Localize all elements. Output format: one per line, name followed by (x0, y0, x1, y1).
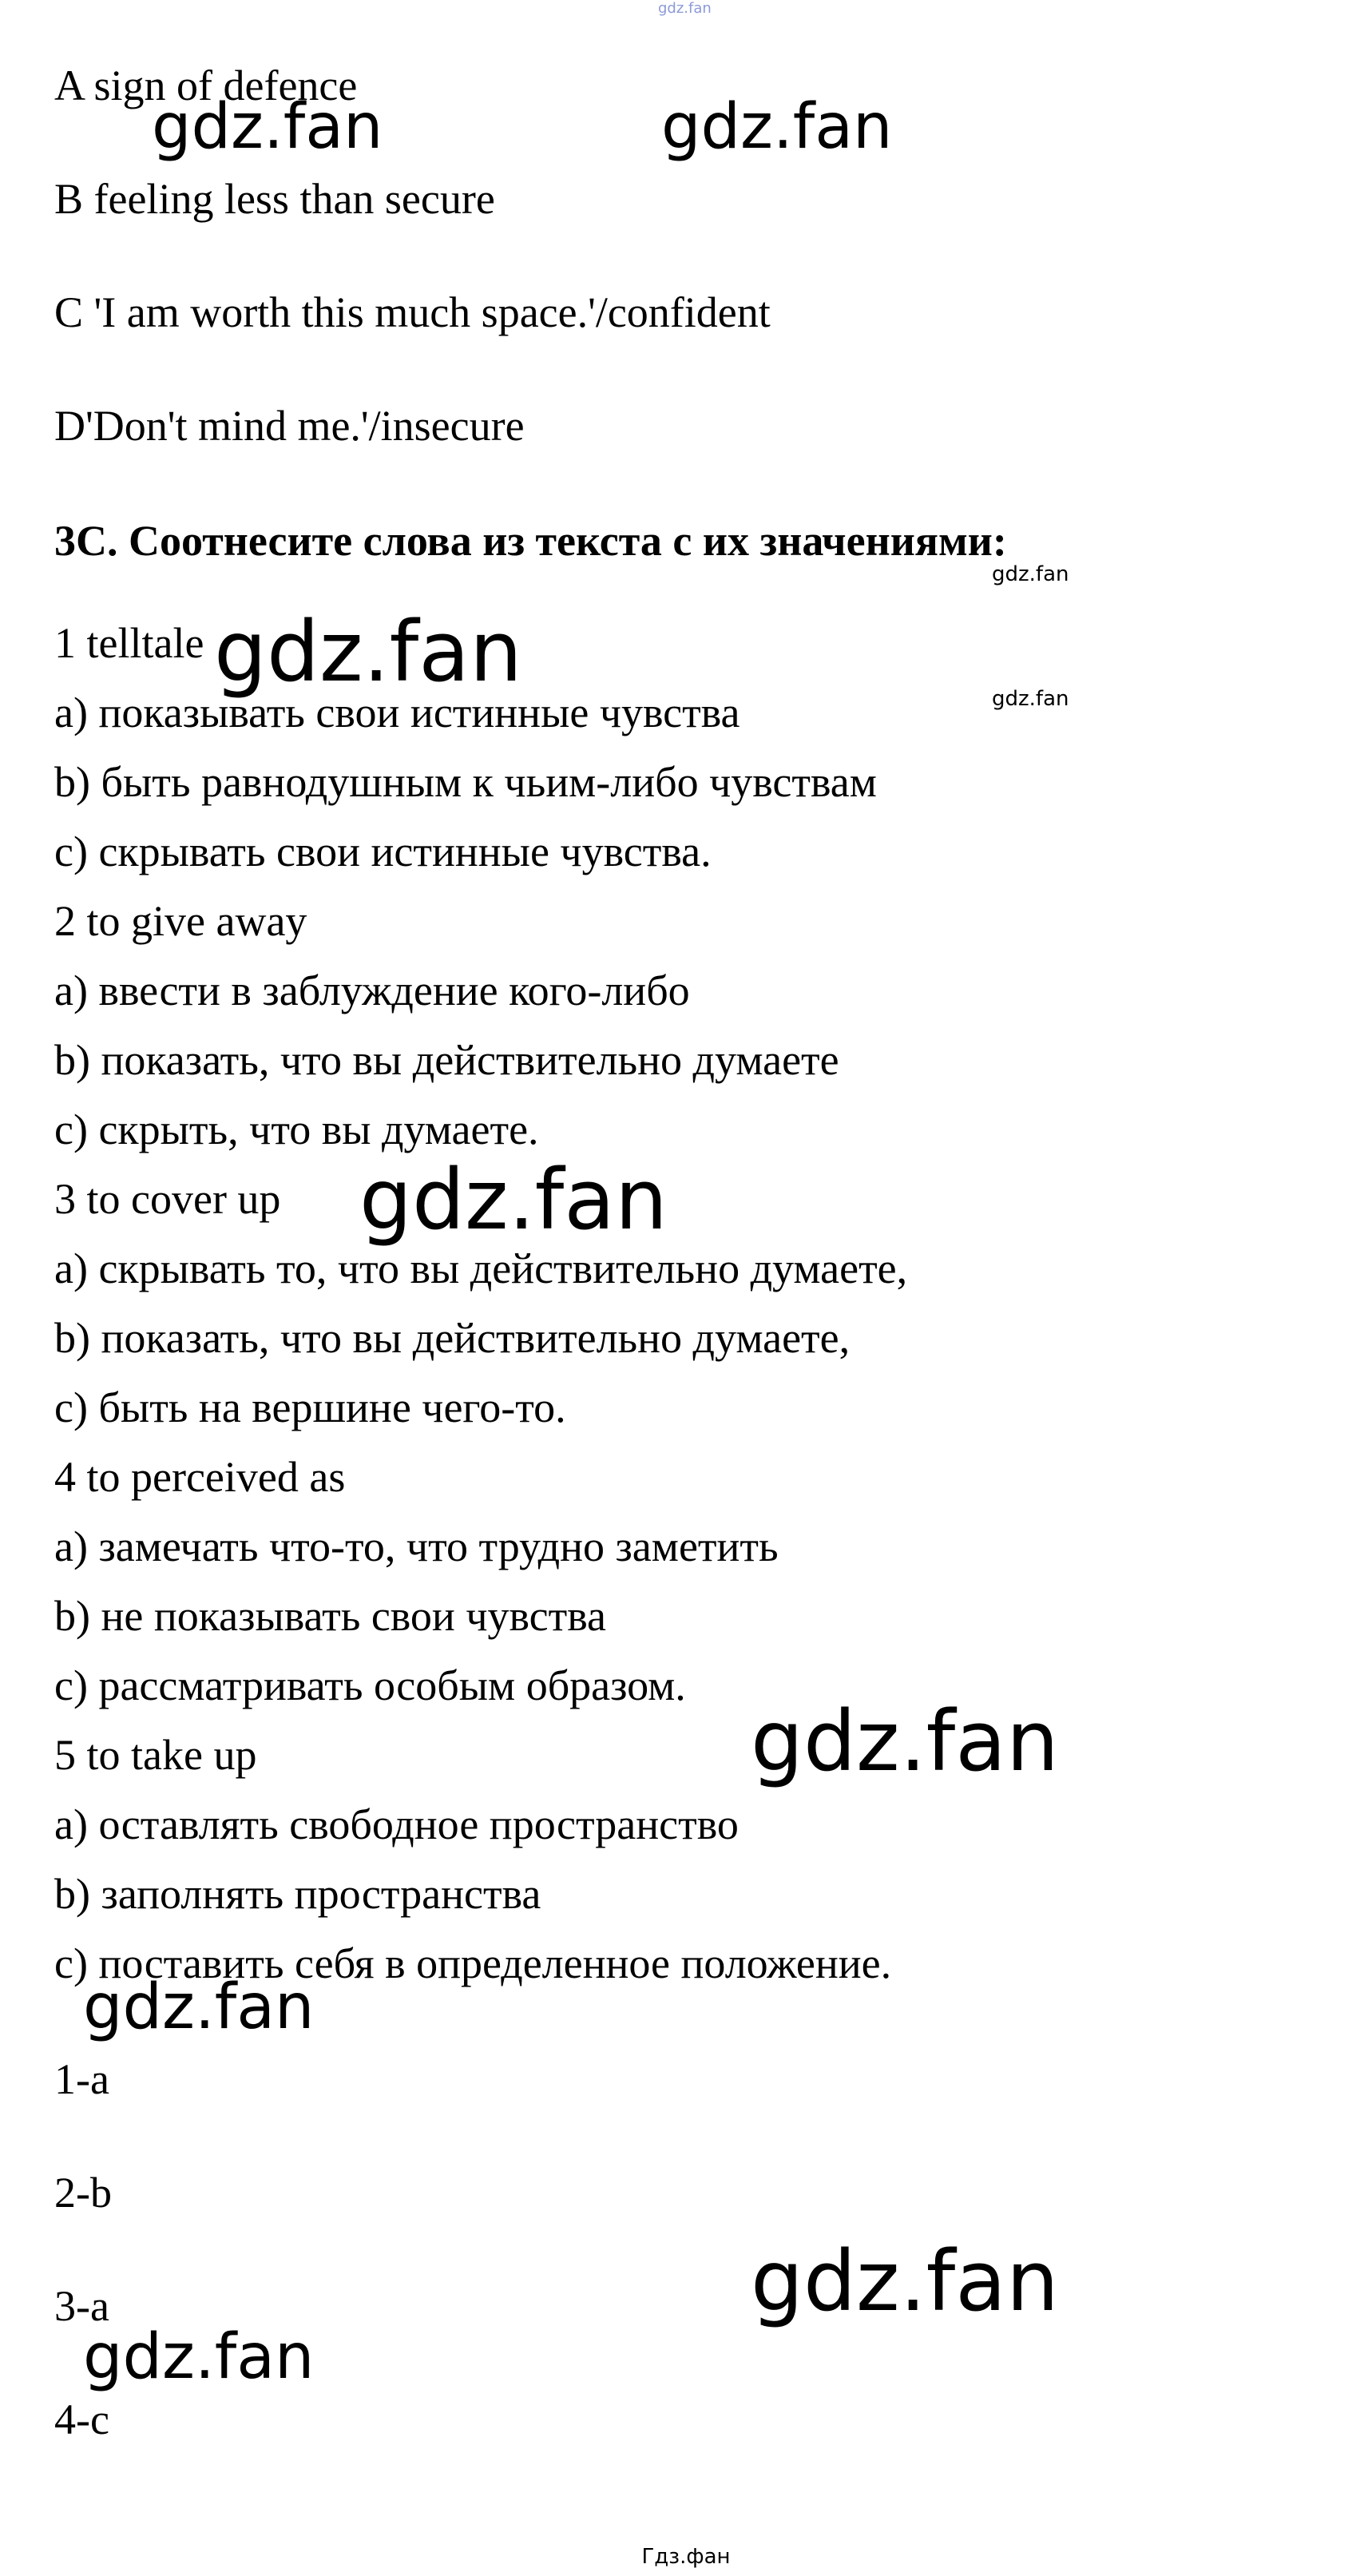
item-choice: c) рассматривать особым образом. (54, 1661, 686, 1709)
item-term: 4 to perceived as (54, 1453, 346, 1501)
watermark: gdz.fan (214, 603, 522, 701)
item-term: 2 to give away (54, 897, 307, 945)
page-footer: Гдз.фан (641, 2545, 731, 2569)
watermark: gdz.fan (661, 91, 893, 163)
answer: 3-a (54, 2282, 109, 2330)
option-c: C 'I am worth this much space.'/confident (54, 288, 771, 336)
item-choice: a) замечать что-то, что трудно заметить (54, 1522, 779, 1570)
item-choice: c) поставить себя в определенное положение. (54, 1939, 892, 1987)
watermark: gdz.fan (83, 2321, 315, 2393)
item-choice: a) показывать свои истинные чувства (54, 689, 740, 736)
watermark: gdz.fan (152, 91, 383, 163)
item-term: 3 to cover up (54, 1175, 281, 1223)
watermark: gdz.fan (751, 1693, 1059, 1790)
item-choice: b) быть равнодушным к чьим-либо чувствам (54, 758, 877, 806)
item-choice: b) заполнять пространства (54, 1870, 541, 1918)
item-choice: b) показать, что вы действительно думаете (54, 1036, 839, 1084)
item-term: 1 telltale (54, 619, 204, 667)
option-d: D'Don't mind me.'/insecure (54, 402, 525, 450)
item-choice: c) скрывать свои истинные чувства. (54, 828, 712, 875)
answer: 1-a (54, 2055, 109, 2103)
item-choice: b) не показывать свои чувства (54, 1592, 606, 1640)
watermark: gdz.fan (992, 687, 1069, 711)
item-choice: a) скрывать то, что вы действительно думаете, (54, 1244, 908, 1292)
watermark: gdz.fan (83, 1971, 315, 2043)
item-choice: b) показать, что вы действительно думаете, (54, 1314, 851, 1362)
answer: 4-c (54, 2395, 109, 2443)
watermark: gdz.fan (751, 2233, 1059, 2330)
item-choice: c) скрыть, что вы думаете. (54, 1105, 539, 1153)
task-heading: 3C. Соотнесите слова из текста с их значениями: (54, 517, 1007, 565)
option-a: A sign of defence (54, 62, 358, 109)
item-choice: a) ввести в заблуждение кого-либо (54, 966, 690, 1014)
watermark: gdz.fan (992, 562, 1069, 586)
top-watermark: gdz.fan (658, 0, 712, 17)
item-term: 5 to take up (54, 1731, 257, 1779)
option-b: B feeling less than secure (54, 175, 495, 223)
watermark: gdz.fan (359, 1151, 668, 1248)
item-choice: a) оставлять свободное пространство (54, 1800, 739, 1848)
item-choice: c) быть на вершине чего-то. (54, 1383, 566, 1431)
answer: 2-b (54, 2169, 112, 2217)
